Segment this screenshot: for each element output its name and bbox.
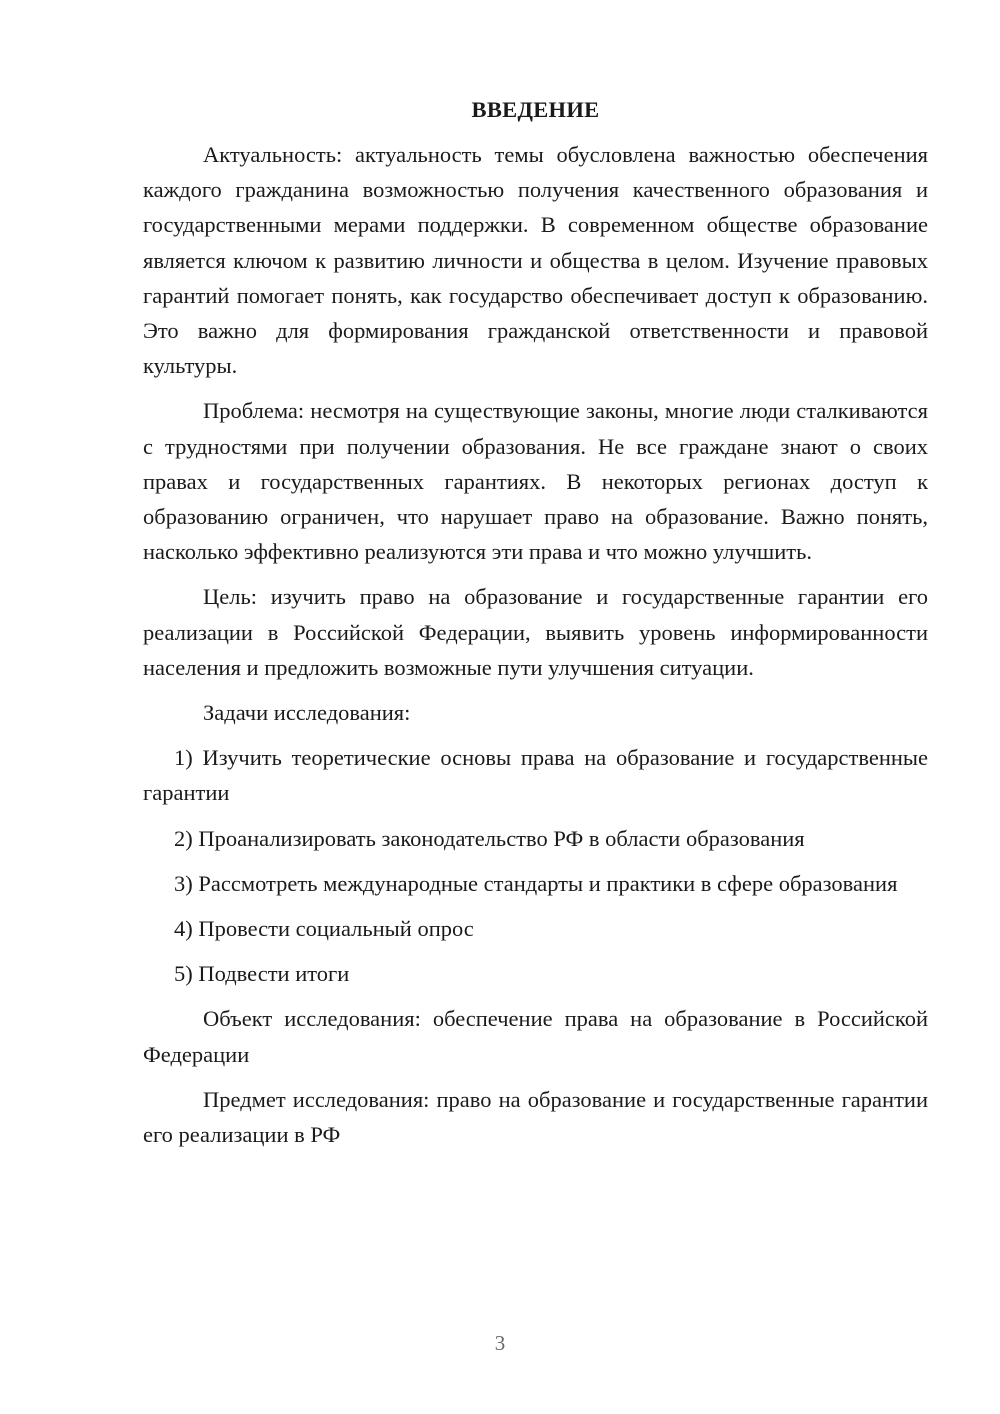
paragraph-goal: Цель: изучить право на образование и государственные гарантии его реализации в Российской Федерации, выявить уровень информированности населения и предложить возможные пути улучшения ситуации.	[143, 584, 928, 680]
document-page	[143, 92, 928, 1162]
paragraph-problem: Проблема: несмотря на существующие законы, многие люди сталкиваются с трудностями при получении образования. Не все граждане знают о своих правах и государственных гарантиях. В некоторых регионах доступ к образованию ограничен, что нарушает право на образование. Важно понять, насколько эффективно реализуются эти права и что можно улучшить.	[143, 398, 928, 565]
paragraph-object: Объект исследования: обеспечение права на образование в Российской Федерации	[143, 1006, 928, 1067]
task-item-3: 3) Рассмотреть международные стандарты и практики в сфере образования	[174, 870, 898, 896]
task-item-2: 2) Проанализировать законодательство РФ в области образования	[174, 825, 805, 851]
task-item-1: 1) Изучить теоретические основы права на образование и государственные гарантии	[143, 745, 928, 806]
paragraph-subject: Предмет исследования: право на образование и государственные гарантии его реализации в РФ	[143, 1086, 928, 1148]
task-item-4: 4) Провести социальный опрос	[174, 916, 474, 942]
page-number: 3	[494, 1331, 506, 1355]
section-title: ВВЕДЕНИЕ	[471, 97, 600, 122]
tasks-heading: Задачи исследования:	[203, 700, 411, 726]
task-item-5: 5) Подвести итоги	[174, 961, 350, 987]
paragraph-relevance: Актуальность: актуальность темы обусловлена важностью обеспечения каждого гражданина возможностью получения качественного образования и государственными мерами поддержки. В современном обществе образование является ключом к развитию личности и общества в целом. Изучение правовых гарантий помогает понять, как государство обеспечивает доступ к образованию. Это важно для формирования гражданской ответственности и правовой культуры.	[143, 142, 928, 379]
